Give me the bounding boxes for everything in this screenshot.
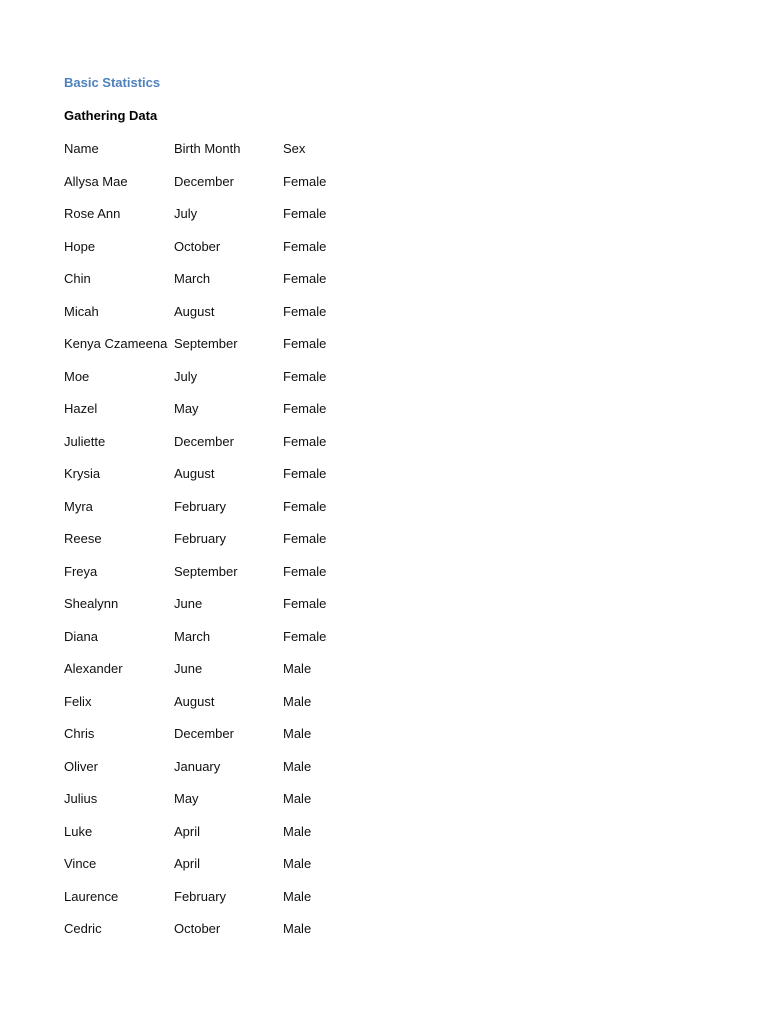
table-row bbox=[64, 335, 363, 368]
cell-name: Chris bbox=[64, 726, 95, 741]
table-row bbox=[64, 433, 363, 466]
cell-sex: Male bbox=[283, 791, 312, 806]
cell-name: Laurence bbox=[64, 888, 119, 904]
cell-name: Felix bbox=[64, 693, 92, 709]
cell-sex: Male bbox=[283, 693, 312, 709]
cell-name: Vince bbox=[64, 856, 97, 871]
cell-sex: Female bbox=[283, 498, 327, 514]
cell-birth-month: February bbox=[174, 531, 227, 546]
cell-name: Myra bbox=[64, 498, 93, 514]
table-row bbox=[64, 595, 363, 628]
cell-birth-month: December bbox=[174, 433, 234, 449]
table-row bbox=[64, 823, 363, 856]
cell-name: Juliette bbox=[64, 433, 106, 449]
table-row bbox=[64, 628, 363, 661]
table-header-row bbox=[64, 140, 363, 173]
cell-name: Allysa Mae bbox=[64, 173, 128, 189]
cell-birth-month: March bbox=[174, 271, 211, 286]
cell-birth-month: June bbox=[174, 596, 203, 611]
document-title: Basic Statistics bbox=[64, 75, 161, 90]
table-row bbox=[64, 465, 363, 498]
cell-sex: Male bbox=[283, 726, 312, 741]
cell-sex: Female bbox=[283, 368, 327, 384]
table-row bbox=[64, 238, 363, 271]
cell-sex: Female bbox=[283, 628, 327, 644]
table-row bbox=[64, 270, 363, 303]
table-row bbox=[64, 920, 363, 953]
cell-name: Krysia bbox=[64, 466, 101, 481]
cell-name: Oliver bbox=[64, 758, 98, 774]
section-heading: Gathering Data bbox=[64, 108, 158, 123]
cell-birth-month: December bbox=[174, 726, 234, 741]
cell-name: Moe bbox=[64, 368, 90, 384]
cell-name: Kenya Czameena bbox=[64, 336, 168, 351]
cell-name: Alexander bbox=[64, 661, 123, 676]
table-row bbox=[64, 368, 363, 401]
cell-birth-month: August bbox=[174, 466, 215, 481]
cell-sex: Male bbox=[283, 758, 312, 774]
cell-sex: Female bbox=[283, 596, 327, 611]
table-row bbox=[64, 725, 363, 758]
cell-sex: Female bbox=[283, 303, 327, 319]
data-table bbox=[64, 140, 363, 953]
cell-name: Micah bbox=[64, 303, 99, 319]
table-body bbox=[64, 173, 363, 953]
table-row bbox=[64, 660, 363, 693]
cell-name: Cedric bbox=[64, 921, 102, 936]
cell-sex: Male bbox=[283, 856, 312, 871]
cell-birth-month: April bbox=[174, 856, 201, 871]
cell-birth-month: March bbox=[174, 628, 211, 644]
table-row bbox=[64, 400, 363, 433]
cell-name: Hope bbox=[64, 238, 96, 254]
cell-sex: Female bbox=[283, 271, 327, 286]
table-row bbox=[64, 758, 363, 791]
table-row bbox=[64, 498, 363, 531]
cell-sex: Female bbox=[283, 238, 327, 254]
table-row bbox=[64, 530, 363, 563]
cell-name: Luke bbox=[64, 823, 93, 839]
cell-sex: Male bbox=[283, 921, 312, 936]
table-row bbox=[64, 173, 363, 206]
cell-name: Chin bbox=[64, 271, 91, 286]
cell-name: Rose Ann bbox=[64, 206, 121, 221]
header-name: Name bbox=[64, 141, 99, 156]
table-row bbox=[64, 563, 363, 596]
cell-sex: Female bbox=[283, 173, 327, 189]
cell-birth-month: September bbox=[174, 336, 238, 351]
cell-birth-month: May bbox=[174, 791, 199, 806]
cell-sex: Male bbox=[283, 888, 312, 904]
cell-name: Diana bbox=[64, 628, 98, 644]
cell-birth-month: May bbox=[174, 401, 199, 416]
cell-birth-month: September bbox=[174, 563, 238, 579]
cell-name: Freya bbox=[64, 563, 98, 579]
cell-sex: Male bbox=[283, 823, 312, 839]
cell-birth-month: October bbox=[174, 921, 221, 936]
cell-sex: Female bbox=[283, 531, 327, 546]
cell-sex: Male bbox=[283, 661, 312, 676]
cell-sex: Female bbox=[283, 433, 327, 449]
cell-sex: Female bbox=[283, 336, 327, 351]
cell-name: Julius bbox=[64, 791, 98, 806]
cell-birth-month: April bbox=[174, 823, 201, 839]
cell-name: Reese bbox=[64, 531, 102, 546]
cell-birth-month: February bbox=[174, 498, 227, 514]
cell-birth-month: October bbox=[174, 238, 221, 254]
cell-name: Shealynn bbox=[64, 596, 119, 611]
cell-birth-month: July bbox=[174, 206, 198, 221]
table-row bbox=[64, 205, 363, 238]
header-sex: Sex bbox=[283, 141, 306, 156]
table-row bbox=[64, 855, 363, 888]
cell-sex: Female bbox=[283, 563, 327, 579]
cell-birth-month: January bbox=[174, 758, 221, 774]
cell-birth-month: July bbox=[174, 368, 198, 384]
cell-name: Hazel bbox=[64, 401, 98, 416]
cell-sex: Female bbox=[283, 466, 327, 481]
table-row bbox=[64, 888, 363, 921]
table-row bbox=[64, 303, 363, 336]
cell-birth-month: August bbox=[174, 303, 215, 319]
cell-birth-month: August bbox=[174, 693, 215, 709]
cell-birth-month: February bbox=[174, 888, 227, 904]
cell-birth-month: December bbox=[174, 173, 234, 189]
header-birth-month: Birth Month bbox=[174, 141, 241, 156]
cell-sex: Female bbox=[283, 401, 327, 416]
table-row bbox=[64, 790, 363, 823]
cell-sex: Female bbox=[283, 206, 327, 221]
cell-birth-month: June bbox=[174, 661, 203, 676]
table-row bbox=[64, 693, 363, 726]
